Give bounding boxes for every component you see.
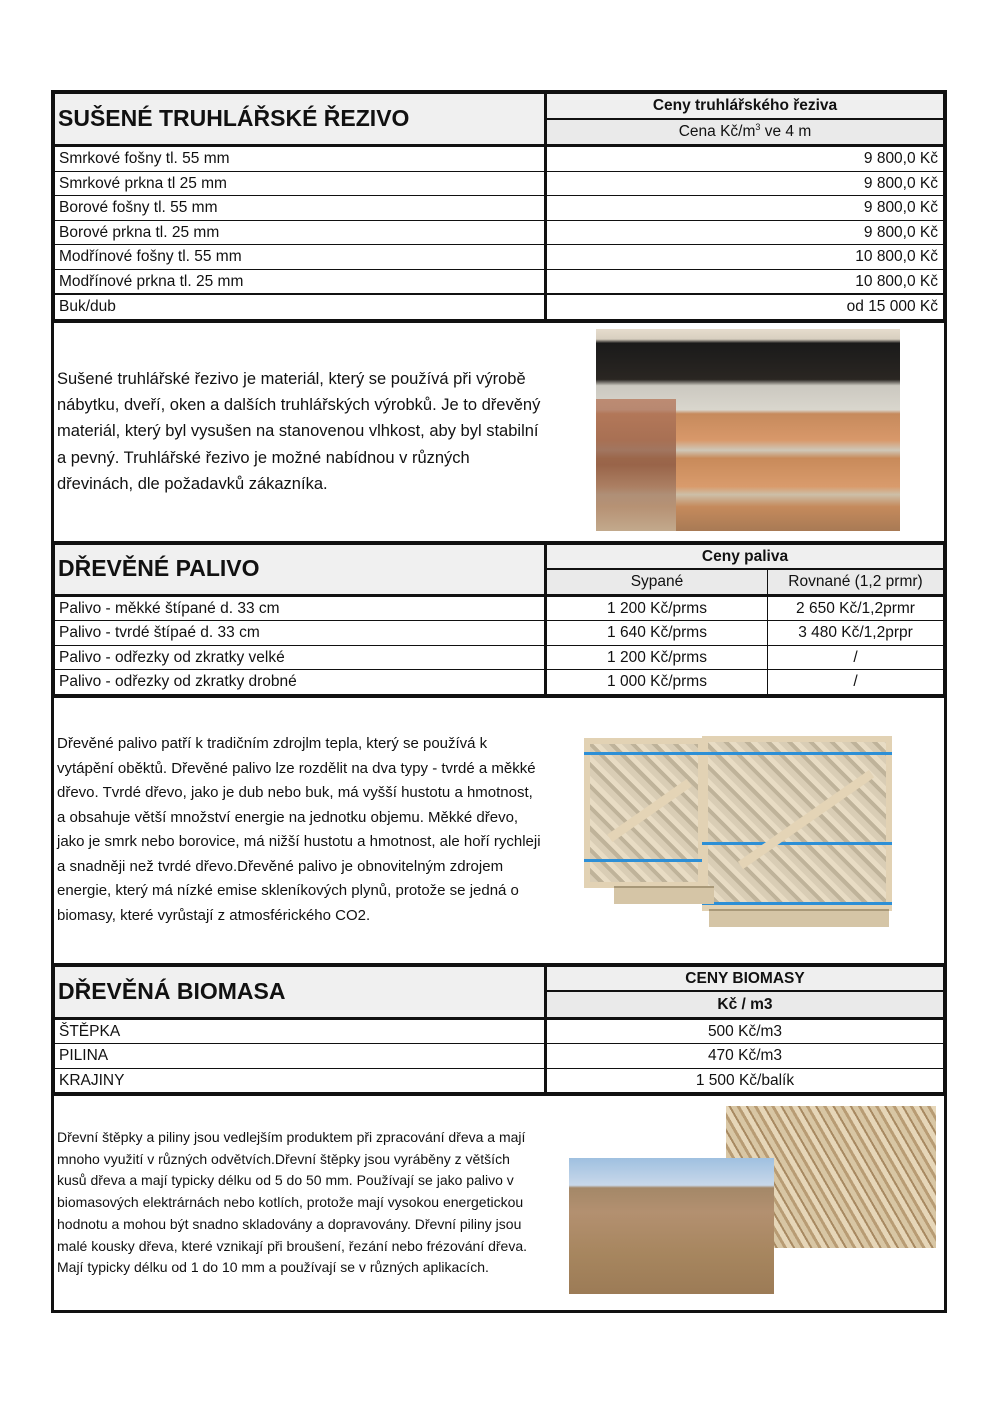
fuel-image [584, 726, 894, 940]
product-name: Palivo - odřezky od zkratky velké [55, 645, 546, 670]
fuel-description: Dřevěné palivo patří k tradičním zdrojlm tepla, který se používá k vytápění oběktů. Dřevěné palivo lze rozdělit na dva typy - tvrdé a měkké dřevo. Tvrdé dřevo, jako je dub nebo buk, má vyšší hustotu a hmotnost, a obsahuje větší množství energie na jednotku objemu. Měkké dřevo, jako je smrk nebo borovice, má nižší hustotu a hmotnost, ale hoří rychleji a snadněji než tvrdé dřevo.Dřevěné palivo je obnovitelným zdrojem energie, který má nízké emise skleníkových plynů, protože se jedná o biomasy, které vyrůstají z atmosférického CO2. [57, 735, 541, 924]
table-row [55, 220, 944, 245]
fuel-col-header-stacked: Rovnané (1,2 prmr) [768, 569, 944, 595]
product-price: 9 800,0 Kč [546, 146, 944, 172]
biomass-price-table-section [54, 966, 944, 1097]
table-row [55, 645, 944, 670]
product-name: Palivo - tvrdé štípaé d. 33 cm [55, 621, 546, 646]
fuel-photo [544, 698, 944, 963]
table-row [55, 146, 944, 172]
biomass-description: Dřevní štěpky a piliny jsou vedlejším produktem při zpracování dřeva a mají mnoho využití v různých odvětvích.Dřevní štěpky jsou vyráběny z větších kusů dřeva a mají typicky délku od 5 do 50 mm. Používají se jako palivo v biomasových elektrárnách nebo kotlích, protože mají vysokou energetickou hodnotu a mohou být snadno skladovány a dopravovány. Dřevní piliny jsou malé kousky dřeva, které vznikají při broušení, řezání nebo frézování dřeva. Mají typicky délku od 1 do 10 mm a používají se v různých aplikacích. [57, 1128, 528, 1276]
product-name: Modřínové prkna tl. 25 mm [55, 269, 546, 294]
lumber-unit-header: Cena $Kč/m^3$ ve 4 m [546, 119, 944, 146]
lumber-price-table-section [54, 93, 944, 323]
product-name: PILINA [55, 1044, 546, 1069]
lumber-description-section [54, 323, 944, 544]
product-price: 10 800,0 Kč [546, 245, 944, 270]
product-price: 9 800,0 Kč [546, 220, 944, 245]
fuel-price-header: Ceny paliva [546, 544, 944, 569]
product-price: 9 800,0 Kč [546, 171, 944, 196]
price-stacked: 2 650 Kč/1,2prmr [768, 595, 944, 621]
product-price: 500 Kč/m3 [546, 1018, 944, 1044]
table-row [55, 621, 944, 646]
biomass-description-section [54, 1096, 944, 1310]
lumber-photo [544, 323, 944, 541]
product-name: Modřínové fošny tl. 55 mm [55, 245, 546, 270]
product-price: od 15 000 Kč [546, 294, 944, 319]
table-row [55, 1068, 944, 1093]
price-loose: 1 200 Kč/prms [546, 645, 768, 670]
price-loose: 1 640 Kč/prms [546, 621, 768, 646]
fuel-section-title: DŘEVĚNÉ PALIVO [55, 544, 546, 595]
biomass-photos [544, 1096, 944, 1310]
product-name: ŠTĚPKA [55, 1018, 546, 1044]
price-loose: 1 000 Kč/prms [546, 670, 768, 695]
price-loose: 1 200 Kč/prms [546, 595, 768, 621]
table-row [55, 1044, 944, 1069]
table-row [55, 171, 944, 196]
wood-chip-pile-image [569, 1158, 774, 1294]
price-list-document [51, 90, 947, 1313]
lumber-price-table [54, 93, 944, 320]
table-row [55, 196, 944, 221]
product-name: Smrkové fošny tl. 55 mm [55, 146, 546, 172]
fuel-description-section [54, 698, 944, 966]
price-stacked: 3 480 Kč/1,2prpr [768, 621, 944, 646]
biomass-unit-header: Kč / m3 [546, 991, 944, 1018]
biomass-price-header: CENY BIOMASY [546, 966, 944, 991]
lumber-description: Sušené truhlářské řezivo je materiál, který se používá při výrobě nábytku, dveří, oken a dalších truhlářských výrobků. Je to dřevěný materiál, který byl vysušen na stanovenou vlhkost, aby byl stabilní a pevný. Truhlářské řezivo je možné nabídnou v různých dřevinách, dle požadavků zákazníka. [57, 369, 541, 493]
lumber-price-header: Ceny truhlářského řeziva [546, 94, 944, 119]
product-name: Borové prkna tl. 25 mm [55, 220, 546, 245]
table-row [55, 269, 944, 294]
product-price: 1 500 Kč/balík [546, 1068, 944, 1093]
product-name: Palivo - měkké štípané d. 33 cm [55, 595, 546, 621]
lumber-image [596, 329, 900, 531]
price-stacked: / [768, 670, 944, 695]
fuel-price-table [54, 544, 944, 695]
table-row [55, 245, 944, 270]
table-row [55, 595, 944, 621]
lumber-section-title: SUŠENÉ TRUHLÁŘSKÉ ŘEZIVO [55, 94, 546, 146]
product-name: Palivo - odřezky od zkratky drobné [55, 670, 546, 695]
table-row [55, 670, 944, 695]
table-row [55, 294, 944, 319]
product-name: Smrkové prkna tl 25 mm [55, 171, 546, 196]
biomass-price-table [54, 966, 944, 1094]
product-price: 10 800,0 Kč [546, 269, 944, 294]
table-row [55, 1018, 944, 1044]
fuel-col-header-loose: Sypané [546, 569, 768, 595]
product-name: KRAJINY [55, 1068, 546, 1093]
fuel-price-table-section [54, 544, 944, 698]
product-name: Buk/dub [55, 294, 546, 319]
biomass-section-title: DŘEVĚNÁ BIOMASA [55, 966, 546, 1018]
price-stacked: / [768, 645, 944, 670]
product-price: 9 800,0 Kč [546, 196, 944, 221]
product-name: Borové fošny tl. 55 mm [55, 196, 546, 221]
product-price: 470 Kč/m3 [546, 1044, 944, 1069]
